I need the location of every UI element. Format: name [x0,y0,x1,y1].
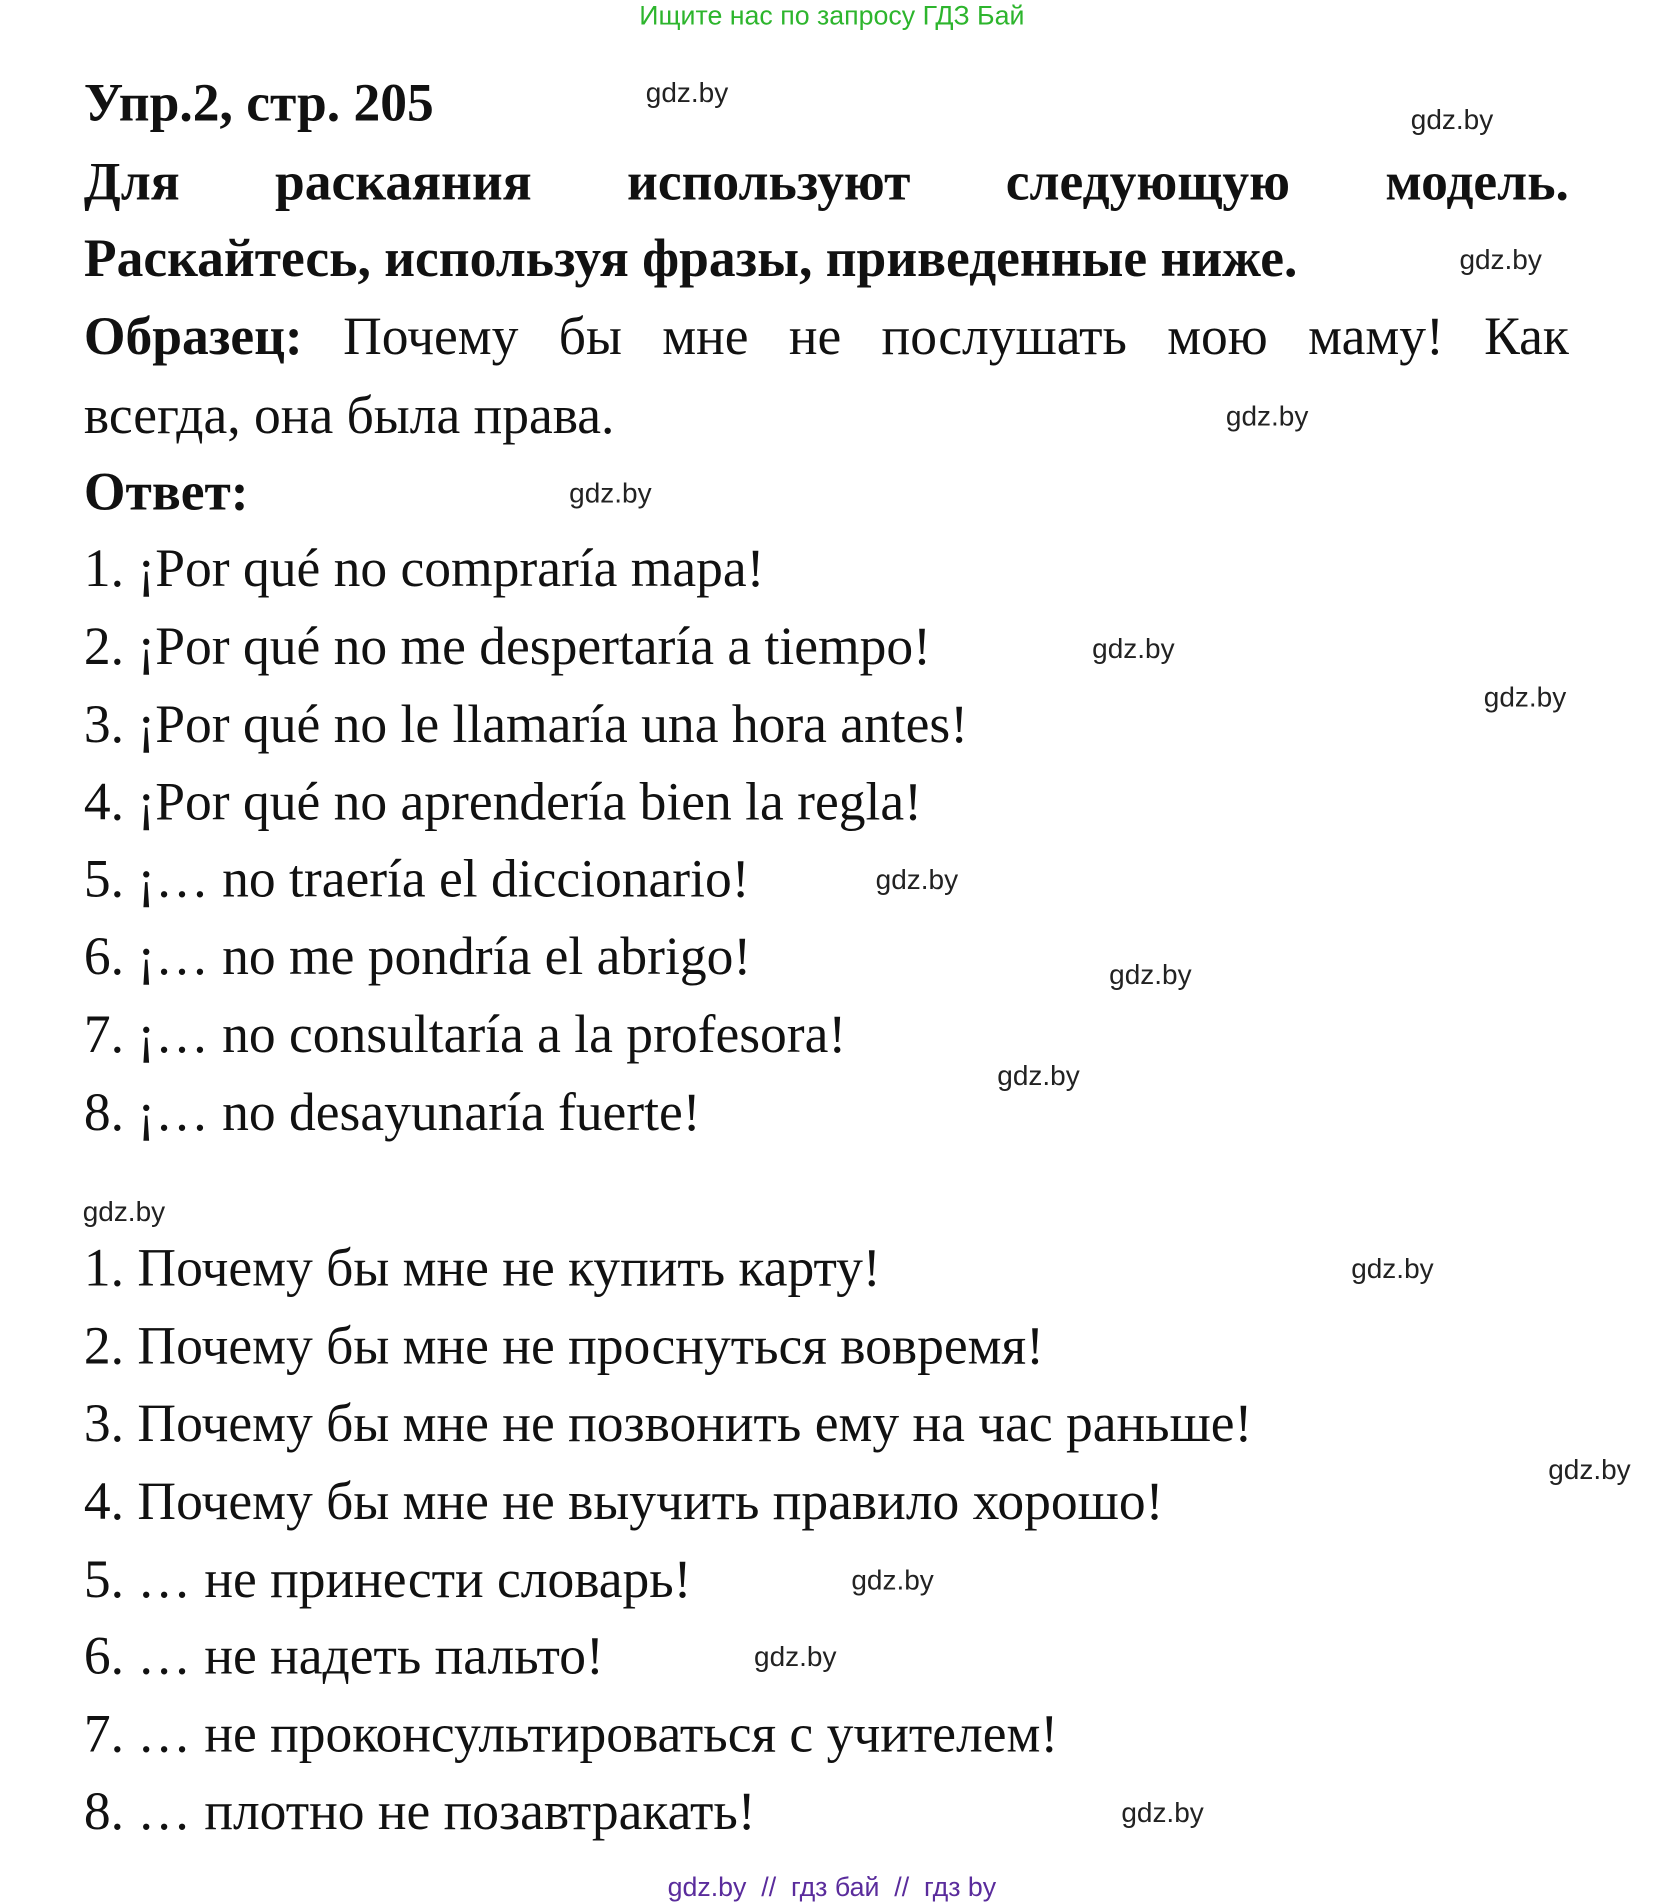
task-line-2: Раскайтесь, используя фразы, приведенные ниже. [83,228,1298,289]
footer-links: gdz.by // гдз бай // гдз by [667,1871,997,1903]
spanish-answer: 2. ¡Por qué no me despertaría a tiempo! [83,616,931,677]
watermark: gdz.by [1225,400,1309,432]
watermark: gdz.by [754,1640,837,1673]
watermark: gdz.by [82,1195,166,1228]
watermark: gdz.by [997,1059,1080,1091]
header-banner: Ищите нас по запросу ГДЗ Бай [639,0,1025,31]
task-line-1: Для раскаяния используют следующую модель. [83,152,1569,212]
watermark: gdz.by [1121,1796,1204,1828]
sample-line-2: всегда, она была права. [83,385,615,446]
watermark: gdz.by [569,476,652,509]
russian-answer: 7. … не проконсультироваться с учителем! [83,1703,1059,1764]
watermark: gdz.by [875,863,959,896]
watermark: gdz.by [1351,1252,1434,1285]
watermark: gdz.by [1410,103,1494,135]
spanish-answer: 4. ¡Por qué no aprendería bien la regla! [83,772,922,832]
russian-answer: 1. Почему бы мне не купить карту! [83,1238,881,1298]
spanish-answer: 6. ¡… no me pondría el abrigo! [83,926,752,987]
spanish-answer: 8. ¡… no desayunaría fuerte! [83,1082,701,1143]
russian-answer: 6. … не надеть пальто! [83,1626,604,1686]
watermark: gdz.by [851,1564,934,1596]
page-title: Упр.2, стр. 205 [83,72,434,133]
answer-label: Ответ: [83,462,249,522]
watermark: gdz.by [1092,632,1175,665]
sample-label: Образец: [83,306,303,367]
watermark: gdz.by [1548,1453,1631,1485]
watermark: gdz.by [1459,243,1542,275]
sample-text: Почему бы мне не послушать мою маму! Как [343,306,1569,367]
spanish-answer: 1. ¡Por qué no compraría mapa! [83,538,765,599]
watermark: gdz.by [1109,958,1192,990]
russian-answer: 4. Почему бы мне не выучить правило хорошо! [83,1471,1164,1532]
russian-answer: 2. Почему бы мне не проснуться вовремя! [83,1315,1044,1376]
russian-answer: 3. Почему бы мне не позвонить ему на час раньше! [83,1393,1253,1454]
spanish-answer: 5. ¡… no traería el diccionario! [83,848,750,909]
russian-answer: 8. … плотно не позавтракать! [83,1781,756,1842]
sample-line-1 [84,306,1569,367]
watermark: gdz.by [645,76,729,109]
russian-answer: 5. … не принести словарь! [83,1549,692,1610]
spanish-answer: 7. ¡… no consultaría a la profesora! [83,1004,847,1065]
spanish-answer: 3. ¡Por qué no le llamaría una hora antes! [83,694,969,755]
watermark: gdz.by [1483,681,1567,713]
